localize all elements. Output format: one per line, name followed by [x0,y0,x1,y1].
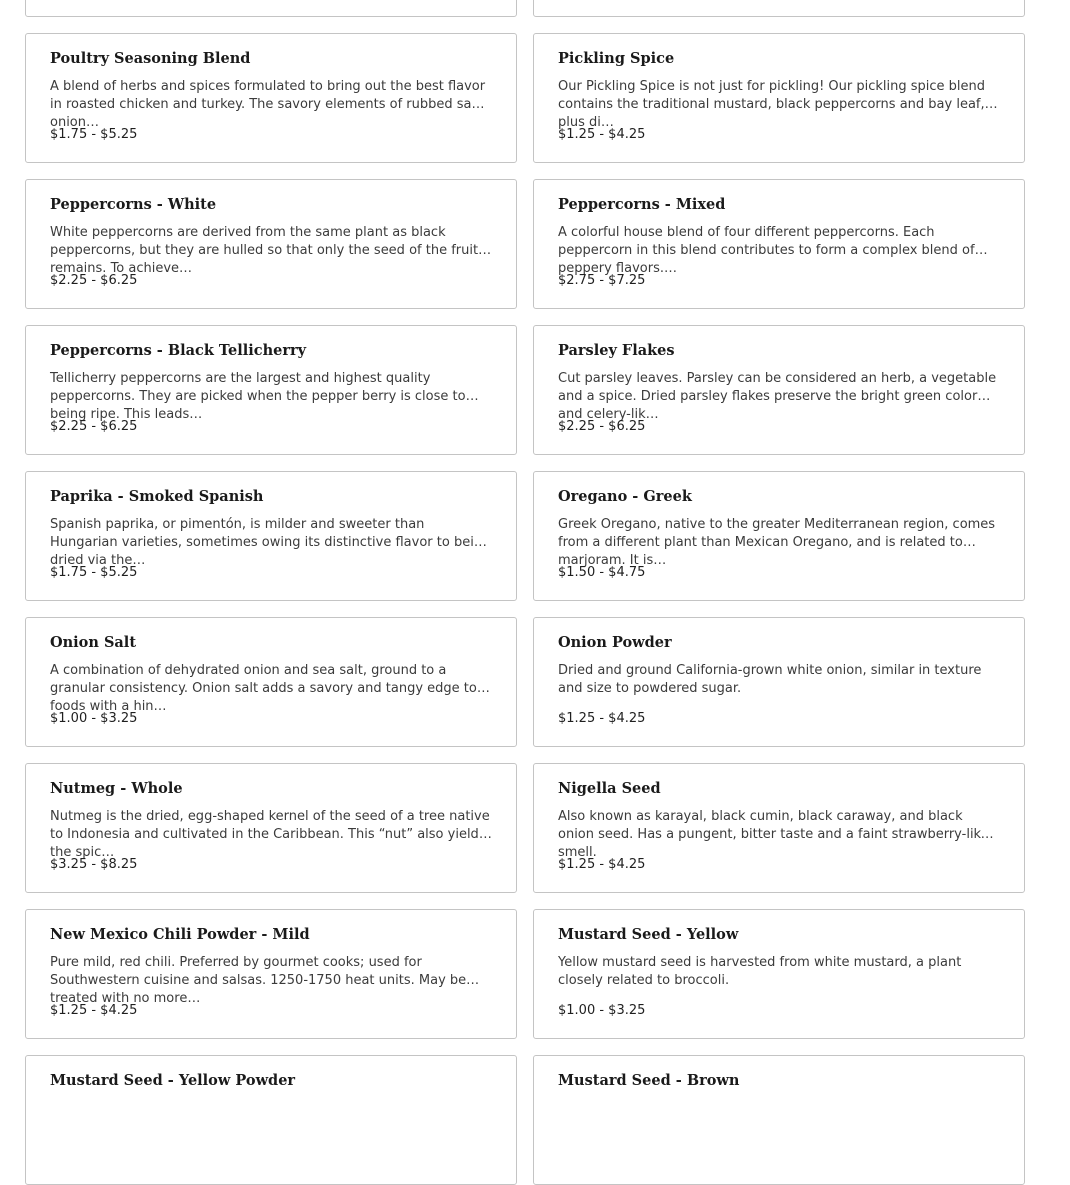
product-name[interactable]: Nigella Seed [558,780,661,797]
product-price: $3.25 - $8.25 [50,857,138,872]
product-description: A blend of herbs and spices formulated to bring out the best flavor in roasted chicken and turkey. The savory elements of rubbed sage, onion… [50,79,492,130]
product-price: $1.00 - $3.25 [50,711,138,726]
product-price: $1.25 - $4.25 [558,711,646,726]
product-price: $2.75 - $7.25 [558,273,646,288]
product-name[interactable]: Mustard Seed - Yellow [558,926,739,943]
product-card[interactable] [533,471,1025,601]
product-description: Our Pickling Spice is not just for pickling! Our pickling spice blend contains the traditional mustard, black peppercorns and bay leaf, plus di… [558,79,986,130]
product-price: $1.25 - $4.25 [50,1003,138,1018]
product-name[interactable]: Parsley Flakes [558,342,675,359]
product-description: Tellicherry peppercorns are the largest and highest quality peppercorns. They are picked when the pepper berry is close to being ripe. This leads… [50,371,466,422]
product-name[interactable]: Mustard Seed - Brown [558,1072,740,1089]
product-card[interactable] [25,1055,517,1185]
product-name[interactable]: Poultry Seasoning Blend [50,50,251,67]
product-name[interactable]: Paprika - Smoked Spanish [50,488,264,505]
product-name[interactable]: Onion Salt [50,634,137,651]
product-price: $1.50 - $4.75 [558,565,646,580]
product-description: Greek Oregano, native to the greater Mediterranean region, comes from a different plant than Mexican Oregano, and is related to marjoram. It is… [558,517,996,568]
product-price: $1.75 - $5.25 [50,565,138,580]
product-description: A colorful house blend of four different peppercorns. Each peppercorn in this blend contributes to form a complex blend of peppery flavors.… [558,225,975,276]
product-name[interactable]: Pickling Spice [558,50,675,67]
product-description [50,1100,492,1136]
product-name[interactable]: Peppercorns - Mixed [558,196,726,213]
product-card[interactable] [25,33,517,163]
product-card[interactable] [25,909,517,1039]
product-description: Cut parsley leaves. Parsley can be considered an herb, a vegetable and a spice. Dried parsley flakes preserve the bright green color and celery-lik… [558,371,997,422]
product-price: $1.75 - $5.25 [50,127,138,142]
product-name[interactable]: Onion Powder [558,634,672,651]
product-card[interactable] [533,325,1025,455]
product-card[interactable] [533,1055,1025,1185]
product-price: $1.25 - $4.25 [558,127,646,142]
product-price: $2.25 - $6.25 [50,273,138,288]
product-price: $2.25 - $6.25 [558,419,646,434]
product-description: Spanish paprika, or pimentón, is milder and sweeter than Hungarian varieties, sometimes owing its distinctive flavor to being dried via the… [50,517,491,568]
product-card[interactable] [533,33,1025,163]
product-name[interactable]: New Mexico Chili Powder - Mild [50,926,310,943]
product-card[interactable] [25,471,517,601]
product-card[interactable] [533,617,1025,747]
product-description: A combination of dehydrated onion and sea salt, ground to a granular consistency. Onion salt adds a savory and tangy edge to foods with a hin… [50,663,477,714]
product-name[interactable]: Peppercorns - Black Tellicherry [50,342,307,359]
product-card[interactable] [25,617,517,747]
product-description: White peppercorns are derived from the same plant as black peppercorns, but they are hulled so that only the seed of the fruit remains. To achieve… [50,225,479,276]
product-card[interactable] [533,763,1025,893]
product-description: Yellow mustard seed is harvested from white mustard, a plant closely related to broccoli. [558,955,962,988]
product-description [558,1100,1000,1136]
product-price: $1.00 - $3.25 [558,1003,646,1018]
product-card[interactable] [25,325,517,455]
product-price: $1.25 - $4.25 [558,857,646,872]
product-description: Dried and ground California-grown white onion, similar in texture and size to powdered sugar. [558,663,982,696]
product-name[interactable]: Peppercorns - White [50,196,217,213]
product-price: $2.25 - $6.25 [50,419,138,434]
product-grid [25,0,1025,1185]
product-name[interactable]: Mustard Seed - Yellow Powder [50,1072,296,1089]
product-card[interactable] [533,909,1025,1039]
product-card[interactable] [533,0,1025,17]
product-card[interactable] [25,0,517,17]
product-card[interactable] [533,179,1025,309]
product-description: Pure mild, red chili. Preferred by gourmet cooks; used for Southwestern cuisine and salsas. 1250-1750 heat units. May be treated with no more… [50,955,467,1006]
product-card[interactable] [25,763,517,893]
product-card[interactable] [25,179,517,309]
product-name[interactable]: Nutmeg - Whole [50,780,183,797]
product-description: Nutmeg is the dried, egg-shaped kernel of the seed of a tree native to Indonesia and cultivated in the Caribbean. This “nut” also yields the spic… [50,809,490,860]
product-description: Also known as karayal, black cumin, black caraway, and black onion seed. Has a pungent, bitter taste and a faint strawberry-like smell. [558,809,989,860]
product-name[interactable]: Oregano - Greek [558,488,692,505]
